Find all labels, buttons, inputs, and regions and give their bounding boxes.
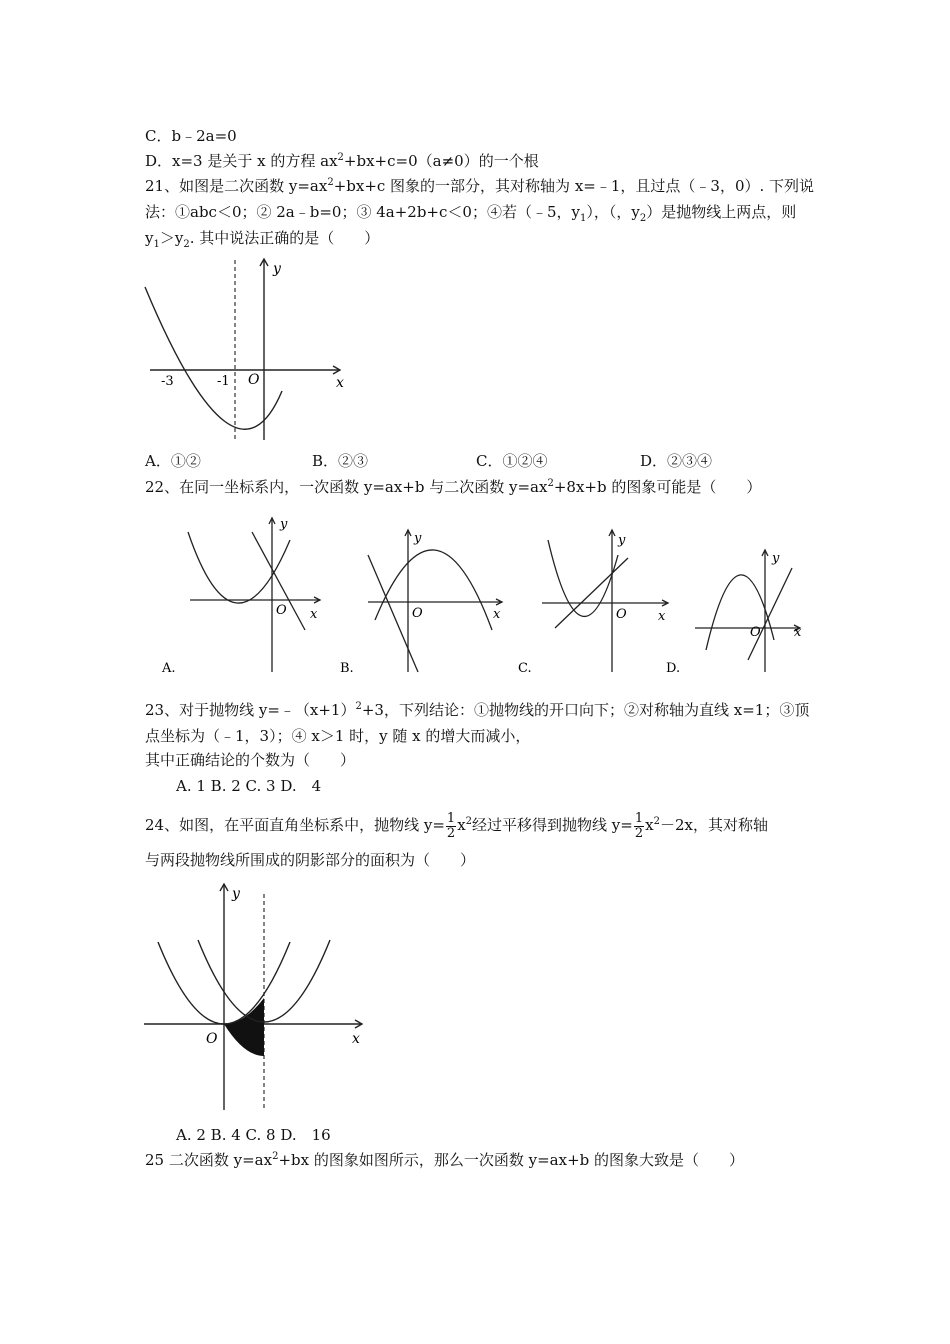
q22-d-o-label: O — [750, 625, 761, 640]
q21-label-minus3: -3 — [161, 374, 174, 389]
q22-b-x-label: x — [493, 607, 501, 622]
q20-option-d: D．x=3 是关于 x 的方程 $ax^2+bx+c=0(a\ne 0)$的一个根 — [145, 152, 539, 170]
q24-frac-2: $\frac{1}{2}$ — [634, 810, 644, 841]
q22-c-y-label: y — [618, 533, 626, 548]
q21-y-label: y — [273, 261, 281, 277]
q24-graph — [140, 880, 370, 1112]
q21-option-c: C．①②④ — [476, 452, 548, 470]
q22-c-o-label: O — [616, 607, 627, 622]
q22-choice-b: B. — [340, 661, 354, 676]
q22-a-y-label: y — [280, 517, 288, 532]
q22-b-o-label: O — [412, 606, 423, 621]
q24-line1: 24、如图，在平面直角坐标系中，抛物线 y= $\frac{1}{2}$ $x^2$经过平移得到抛物线 y= $\frac{1}{2}$ $x^2-2x$，其对称轴 — [145, 810, 768, 841]
q24-frac-1: $\frac{1}{2}$ — [446, 810, 456, 841]
q24-line2: 与两段抛物线所围成的阴影部分的面积为（ ） — [145, 851, 476, 869]
q22-a-x-label: x — [310, 607, 318, 622]
q21-label-minus1: -1 — [217, 374, 230, 389]
q22-c-x-label: x — [658, 609, 666, 624]
q21-origin-label: O — [248, 372, 260, 388]
q21-option-a: A．①② — [145, 452, 201, 470]
q21-x-label: x — [336, 375, 344, 391]
q21-graph — [140, 255, 355, 445]
q22-a-o-label: O — [276, 603, 287, 618]
q24-origin-label: O — [206, 1031, 218, 1047]
q22-b-y-label: y — [414, 531, 422, 546]
q25-question: 25 二次函数 $y=ax^2+bx$ 的图象如图所示，那么一次函数 y=ax+b 的图象大致是（ ） — [145, 1151, 745, 1169]
q22-choice-d: D. — [666, 661, 681, 676]
q23-line1: 23、对于抛物线 $y=﹣(x+1)^2+3$，下列结论：①抛物线的开口向下；②对称轴为直线 x=1；③顶 — [145, 701, 810, 719]
q24-options: A. 2 B. 4 C. 8 D. 16 — [176, 1126, 331, 1144]
q22-a-parabola — [188, 532, 290, 603]
q22-choice-a: A. — [162, 661, 176, 676]
q22-d-line — [748, 568, 792, 660]
q22-graph-b — [340, 530, 502, 676]
q22-choice-c: C. — [518, 661, 532, 676]
q22-b-line — [368, 555, 418, 672]
q22-graph-a — [161, 517, 320, 676]
q22-d-x-label: x — [794, 625, 802, 640]
q21-line2: 法：①abc＜0；② 2a﹣b=0；③ 4a+2b+c＜0；④若（﹣5，$y_1$），（，$y_2$）是抛物线上两点，则 — [145, 203, 797, 224]
q23-options: A. 1 B. 2 C. 3 D. 4 — [176, 777, 322, 795]
q22-graph-d — [666, 550, 802, 676]
q22-b-parabola — [375, 550, 492, 630]
q23-line2: 点坐标为（﹣1，3）；④ x＞1 时，y 随 x 的增大而减小， — [145, 727, 531, 745]
q22-graphs — [150, 510, 810, 682]
q23-line3: 其中正确结论的个数为（ ） — [145, 751, 356, 769]
q22-question: 22、在同一坐标系内，一次函数 y=ax+b 与二次函数 $y=ax^2+8x+b$ 的图象可能是（ ） — [145, 478, 762, 496]
q22-d-y-label: y — [772, 551, 780, 566]
q24-x-label: x — [352, 1031, 360, 1047]
q21-parabola — [145, 287, 282, 429]
q21-line3: $y_1>y_2$. 其中说法正确的是（ ） — [145, 229, 380, 250]
q24-shaded-region — [224, 998, 264, 1056]
q21-option-b: B．②③ — [312, 452, 369, 470]
q22-d-parabola — [706, 575, 774, 650]
q24-y-label: y — [232, 886, 240, 902]
q21-line1: 21、如图是二次函数 $y=ax^2+bx+c$ 图象的一部分，其对称轴为 x=﹣1，且过点（﹣3，0）. 下列说 — [145, 177, 815, 195]
q22-graph-c — [518, 530, 668, 676]
q21-option-d: D．②③④ — [640, 452, 713, 470]
q20-option-c: C．b﹣2a=0 — [145, 127, 237, 145]
